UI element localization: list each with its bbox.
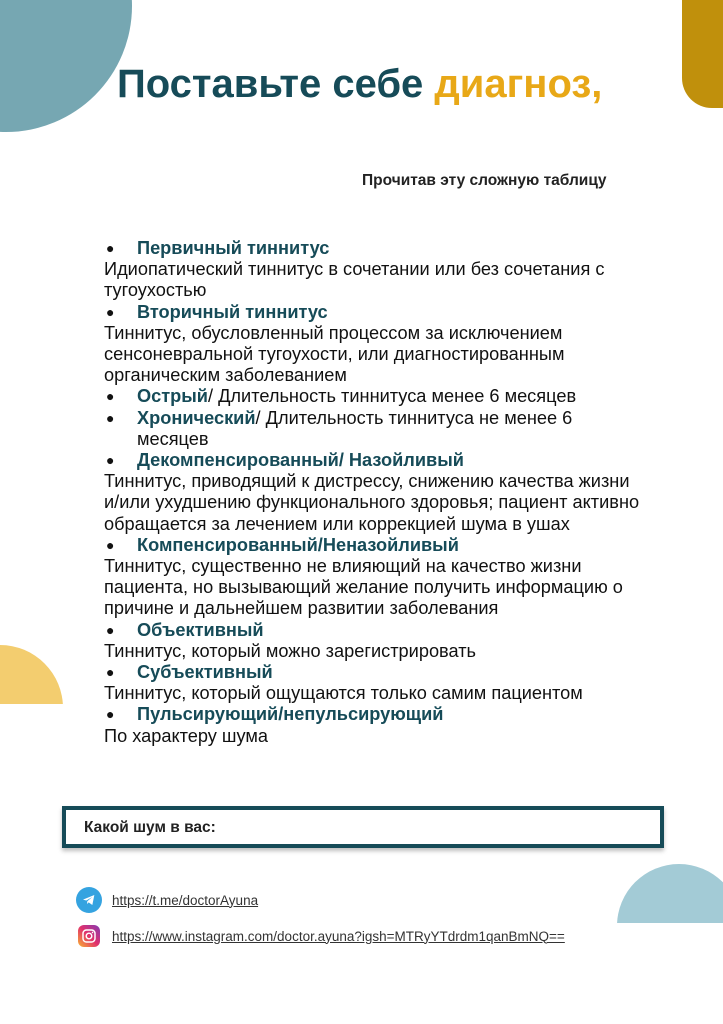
title-accent: диагноз,: [434, 62, 603, 106]
item-term: Вторичный тиннитус: [137, 301, 328, 322]
item-term: Хронический: [137, 407, 256, 428]
instagram-link[interactable]: https://www.instagram.com/doctor.ayuna?igsh=MTRyYTdrdm1qanBmNQ==: [112, 928, 565, 944]
item-description: Тиннитус, который можно зарегистрировать: [104, 640, 477, 661]
item-description: Тиннитус, который ощущаются только самим пациентом: [104, 683, 583, 704]
decorative-teal-semicircle: [617, 864, 723, 982]
tinnitus-classification-list: [104, 238, 644, 747]
item-term: Объективный: [137, 619, 264, 640]
bullet-icon: ●: [106, 452, 115, 469]
item-description: Идиопатический тиннитус в сочетании или без сочетания с тугоухостью: [104, 259, 605, 301]
item-description: По характеру шума: [104, 725, 269, 746]
list-item: [104, 662, 644, 704]
item-inline-text: / Длительность тиннитуса не менее 6 месяцев: [137, 407, 573, 449]
item-term: Пульсирующий/непульсирующий: [137, 704, 444, 725]
item-term: Острый: [137, 386, 208, 407]
page-title: [117, 62, 602, 107]
list-item: [104, 620, 644, 662]
instagram-link-row: [76, 925, 565, 947]
list-item: [104, 450, 644, 535]
subtitle: Прочитав эту сложную таблицу: [362, 172, 607, 189]
list-item: [104, 302, 644, 387]
telegram-link-row: [76, 887, 258, 913]
item-inline-text: / Длительность тиннитуса менее 6 месяцев: [208, 386, 577, 407]
item-term: Первичный тиннитус: [137, 238, 330, 258]
item-description: Тиннитус, существенно не влияющий на качество жизни пациента, но вызывающий желание получить информацию о причине и дальнейшем развитии заболевания: [104, 556, 623, 619]
list-item: [104, 238, 644, 302]
bullet-icon: ●: [106, 388, 115, 405]
title-main: Поставьте себе: [117, 62, 435, 106]
item-description: Тиннитус, приводящий к дистрессу, снижению качества жизни и/или ухудшению функционального здоровья; пациент активно обращается за лечением или коррекцией шума в ушах: [104, 471, 640, 534]
bullet-icon: ●: [106, 664, 115, 681]
list-item: [104, 386, 644, 407]
item-term: Компенсированный/Неназойливый: [137, 534, 459, 555]
decorative-gold-bar: [682, 0, 723, 108]
item-term: Субъективный: [137, 662, 273, 683]
bullet-icon: ●: [106, 409, 115, 426]
question-box: [62, 806, 664, 848]
list-item: [104, 704, 644, 746]
bullet-icon: ●: [106, 621, 115, 638]
decorative-teal-circle: [0, 0, 132, 132]
question-label: Какой шум в вас:: [84, 819, 216, 836]
bullet-icon: ●: [106, 240, 115, 256]
telegram-link[interactable]: https://t.me/doctorAyuna: [112, 892, 259, 908]
list-item: [104, 408, 644, 450]
list-item: [104, 535, 644, 620]
item-description: Тиннитус, обусловленный процессом за исключением сенсоневральной тугоухости, или диагностированным органическим заболеванием: [104, 322, 565, 386]
bullet-icon: ●: [106, 536, 115, 553]
instagram-icon: [78, 925, 100, 947]
item-term: Декомпенсированный/ Назойливый: [137, 450, 464, 471]
decorative-yellow-semicircle: [0, 645, 63, 763]
telegram-icon: [76, 887, 102, 913]
bullet-icon: ●: [106, 706, 115, 723]
bullet-icon: ●: [106, 303, 115, 320]
